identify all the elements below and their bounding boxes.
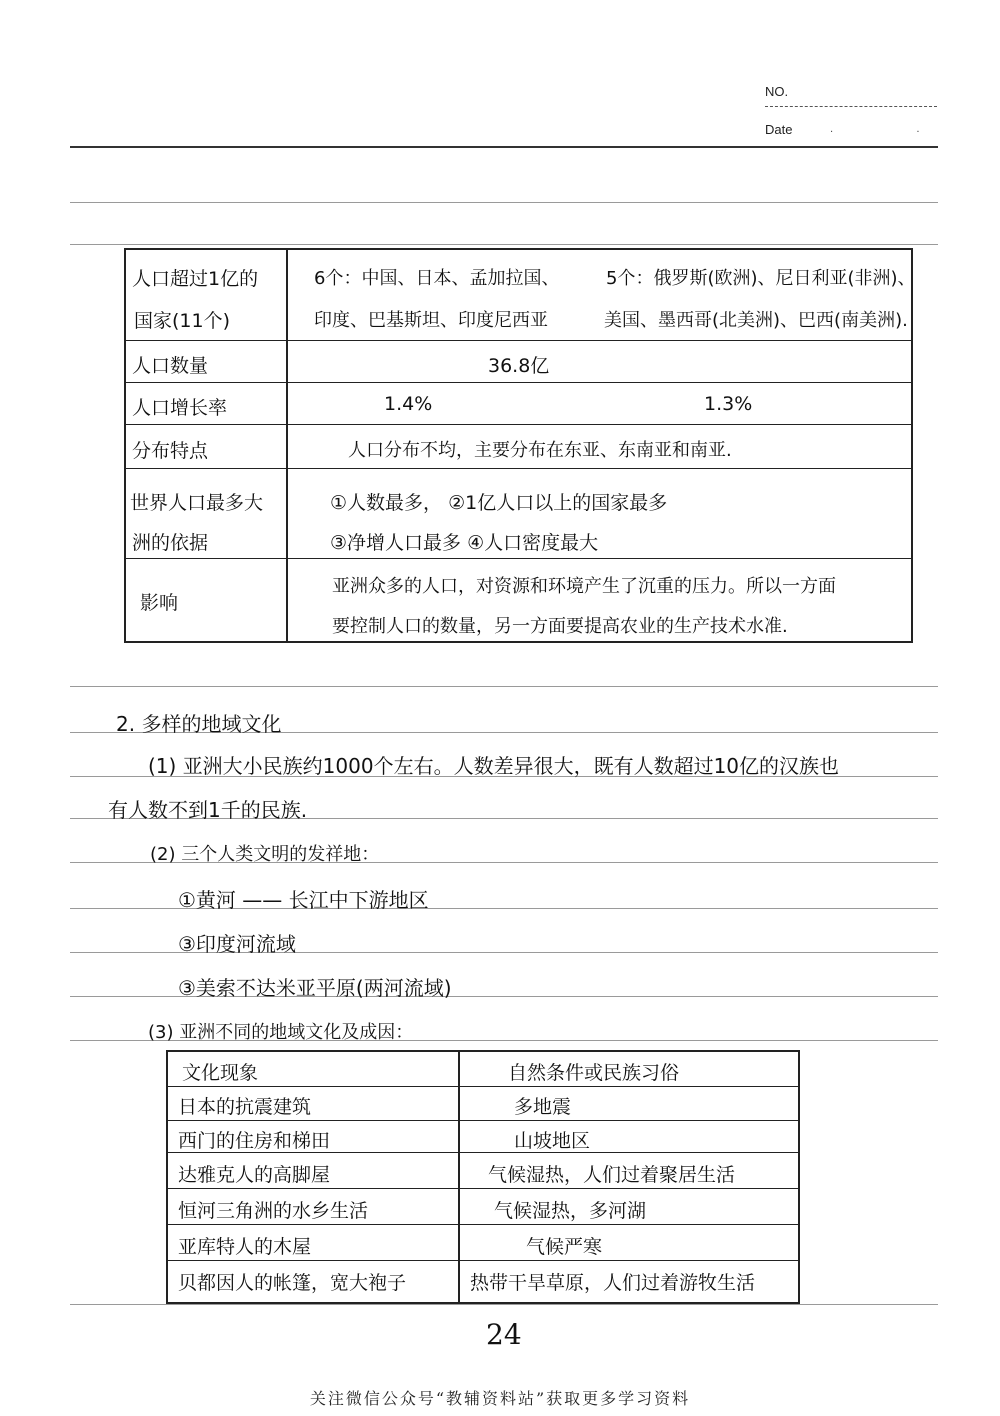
row-divider bbox=[126, 468, 911, 469]
impact-line: 亚洲众多的人口，对资源和环境产生了沉重的压力。所以一方面 bbox=[332, 576, 836, 597]
table-cell: 西门的住房和梯田 bbox=[178, 1130, 331, 1152]
row-label: 世界人口最多大 bbox=[130, 492, 264, 514]
row-label: 洲的依据 bbox=[132, 532, 209, 554]
table-header: 自然条件或民族习俗 bbox=[508, 1062, 680, 1084]
paragraph-line: (1) 亚洲大小民族约1000个左右。人数差异很大，既有人数超过10亿的汉族也 bbox=[148, 754, 840, 778]
row-divider bbox=[126, 558, 911, 559]
table-cell: 贝都因人的帐篷，宽大袍子 bbox=[178, 1272, 407, 1294]
row-divider bbox=[126, 424, 911, 425]
no-label: NO. bbox=[765, 84, 789, 99]
table-cell: 日本的抗震建筑 bbox=[178, 1096, 312, 1118]
no-dotted-line bbox=[765, 106, 937, 107]
impact-line: 要控制人口的数量，另一方面要提高农业的生产技术水准. bbox=[332, 616, 788, 637]
row-divider bbox=[168, 1188, 798, 1189]
table-cell: 达雅克人的高脚屋 bbox=[178, 1164, 331, 1186]
other-countries: 5个：俄罗斯(欧洲)、尼日利亚(非洲)、 bbox=[606, 268, 916, 289]
page-number: 24 bbox=[486, 1318, 522, 1351]
world-growth-rate: 1.3% bbox=[704, 393, 753, 415]
table-cell: 亚库特人的木屋 bbox=[178, 1236, 312, 1258]
table-cell: 多地震 bbox=[514, 1096, 572, 1118]
column-divider bbox=[286, 250, 288, 641]
population-table bbox=[124, 248, 916, 643]
date-label: Date bbox=[765, 122, 793, 137]
date-dots: · · bbox=[830, 127, 960, 138]
footer-note: 关注微信公众号“教辅资料站”获取更多学习资料 bbox=[309, 1389, 691, 1408]
row-label: 人口数量 bbox=[132, 355, 209, 377]
table-cell: 山坡地区 bbox=[514, 1130, 591, 1152]
rule-line bbox=[70, 686, 938, 687]
column-divider bbox=[458, 1052, 460, 1302]
table-cell: 恒河三角洲的水乡生活 bbox=[178, 1200, 369, 1222]
list-item: ③美索不达米亚平原(两河流域) bbox=[178, 976, 452, 1000]
table-cell: 气候湿热，多河湖 bbox=[494, 1200, 647, 1222]
table-cell: 气候严寒 bbox=[526, 1236, 603, 1258]
row-divider bbox=[168, 1260, 798, 1261]
table-header: 文化现象 bbox=[182, 1062, 259, 1084]
reason-line: ①人数最多， ②1亿人口以上的国家最多 bbox=[330, 492, 668, 514]
row-divider bbox=[168, 1120, 798, 1121]
row-label: 影响 bbox=[140, 592, 179, 614]
rule-line bbox=[70, 202, 938, 203]
distribution-text: 人口分布不均，主要分布在东亚、东南亚和南亚. bbox=[348, 440, 732, 461]
table-cell: 热带干旱草原，人们过着游牧生活 bbox=[470, 1272, 756, 1294]
row-divider bbox=[126, 340, 911, 341]
rule-line bbox=[70, 1304, 938, 1305]
table-cell: 气候湿热，人们过着聚居生活 bbox=[488, 1164, 736, 1186]
asia-countries: 印度、巴基斯坦、印度尼西亚 bbox=[314, 310, 548, 331]
row-label: 人口增长率 bbox=[132, 397, 228, 419]
list-item: ①黄河 —— 长江中下游地区 bbox=[178, 888, 429, 912]
section-heading: 2. 多样的地域文化 bbox=[116, 712, 282, 736]
paragraph-line: 有人数不到1千的民族. bbox=[108, 798, 308, 822]
row-label: 分布特点 bbox=[132, 440, 209, 462]
list-item: ③印度河流域 bbox=[178, 932, 296, 956]
asia-growth-rate: 1.4% bbox=[384, 393, 433, 415]
rule-line bbox=[70, 244, 938, 245]
row-label: 国家(11个) bbox=[134, 310, 231, 332]
culture-table bbox=[166, 1050, 800, 1304]
other-countries: 美国、墨西哥(北美洲)、巴西(南美洲). bbox=[604, 310, 908, 331]
row-divider bbox=[168, 1224, 798, 1225]
rule-line bbox=[70, 146, 938, 148]
population-value: 36.8亿 bbox=[488, 355, 550, 377]
subheading: (2) 三个人类文明的发祥地： bbox=[150, 844, 380, 865]
reason-line: ③净增人口最多 ④人口密度最大 bbox=[330, 532, 599, 554]
row-divider bbox=[126, 382, 911, 383]
row-label: 人口超过1亿的 bbox=[132, 268, 259, 290]
row-divider bbox=[168, 1086, 798, 1087]
asia-countries: 6个：中国、日本、孟加拉国、 bbox=[314, 268, 560, 289]
subheading: (3) 亚洲不同的地域文化及成因： bbox=[148, 1022, 414, 1043]
